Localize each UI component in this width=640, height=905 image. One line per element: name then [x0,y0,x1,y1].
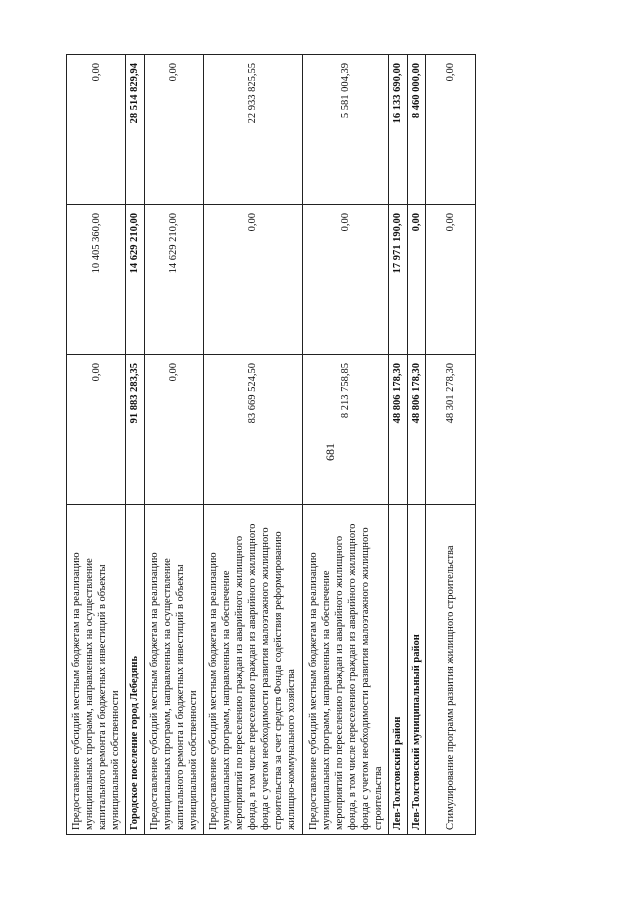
value-cell: 0,00 [303,205,389,355]
table-row [67,55,126,835]
rotated-table-container [66,55,476,835]
value-cell: 83 669 524,50 [203,355,302,505]
value-cell: 48 806 178,30 [388,355,407,505]
value-cell: 0,00 [144,55,203,205]
value-cell: 0,00 [407,205,426,355]
value-cell: 8 460 000,00 [407,55,426,205]
row-description: Предоставление субсидий местным бюджетам на реализацию муниципальных программ, направленных на осуществление капитального ремонта и бюджетных инвестиций в объекты муниципальной собственности [67,505,126,835]
value-cell: 5 581 004,39 [303,55,389,205]
value-cell: 0,00 [426,55,476,205]
value-cell: 10 405 360,00 [67,205,126,355]
value-cell: 0,00 [67,355,126,505]
table-row [407,55,426,835]
value-cell: 0,00 [426,205,476,355]
row-description: Предоставление субсидий местным бюджетам на реализацию муниципальных программ, направленных на обеспечение мероприятий по переселению граждан из аварийного жилищного фонда, в том числе переселению граждан из аварийного жилищного фонда с учетом необходимости развития малоэтажного жилищного строительства за счет средств Фонда содействия реформированию жилищно-коммунального хозяйства [203,505,302,835]
row-description: Городское поселение город Лебедянь [126,505,145,835]
value-cell: 16 133 690,00 [388,55,407,205]
row-description: Лев-Толстовский район [388,505,407,835]
value-cell: 48 301 278,30 [426,355,476,505]
row-description: Стимулирование программ развития жилищного строительства [426,505,476,835]
table-row [426,55,476,835]
value-cell: 48 806 178,30 [407,355,426,505]
value-cell: 17 971 190,00 [388,205,407,355]
value-cell: 91 883 283,35 [126,355,145,505]
value-cell: 8 213 758,85 [303,355,389,505]
table-row [303,55,389,835]
value-cell: 22 933 825,55 [203,55,302,205]
table-row [388,55,407,835]
table-row [203,55,302,835]
value-cell: 14 629 210,00 [126,205,145,355]
row-description: Предоставление субсидий местным бюджетам на реализацию муниципальных программ, направленных на осуществление капитального ремонта и бюджетных инвестиций в объекты муниципальной собственности [144,505,203,835]
row-description: Лев-Толстовский муниципальный район [407,505,426,835]
value-cell: 14 629 210,00 [144,205,203,355]
value-cell: 28 514 829,94 [126,55,145,205]
value-cell: 0,00 [144,355,203,505]
value-cell: 0,00 [67,55,126,205]
value-cell: 0,00 [203,205,302,355]
page-number: 681 [323,443,337,461]
table-row [144,55,203,835]
budget-table [66,54,476,835]
table-row [126,55,145,835]
row-description: Предоставление субсидий местным бюджетам на реализацию муниципальных программ, направленных на обеспечение мероприятий по переселению граждан из аварийного жилищного фонда, в том числе переселению граждан из аварийного жилищного фонда с учетом необходимости развития малоэтажного жилищного строительства [303,505,389,835]
